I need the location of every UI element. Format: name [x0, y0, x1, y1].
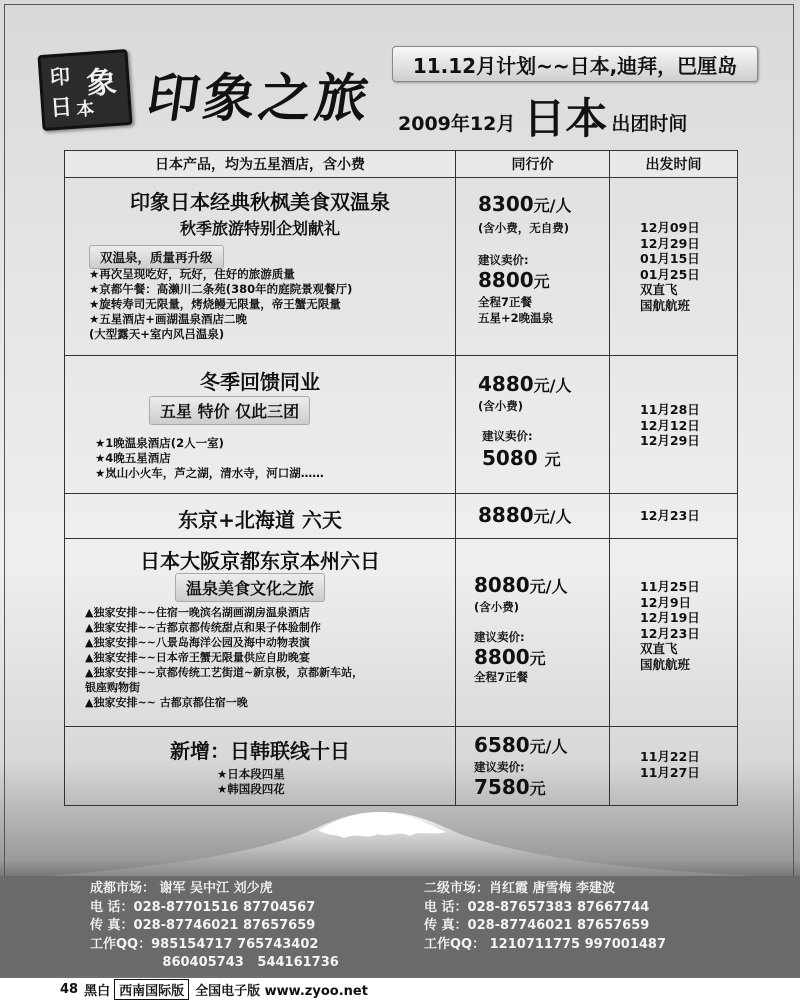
list-item: ★五星酒店+画湖温泉酒店二晚 [89, 312, 247, 326]
edition-label: 西南国际版 [114, 979, 189, 1000]
print-mode: 黑白 [84, 983, 111, 999]
list-item: ▲独家安排~~日本帝王蟹无限量供应自助晚宴 [85, 651, 310, 664]
date-item: 12月23日 [640, 508, 700, 523]
date-item: 11月22日 [640, 749, 700, 764]
brand-title: 印象之旅 [143, 68, 376, 129]
price-note: (含小费) [478, 399, 524, 413]
extra-info [474, 669, 528, 685]
contact-footer [0, 876, 800, 976]
contact-line: 电 话：028-87701516 87704567 [90, 899, 316, 915]
departure-country: 日本 [523, 94, 608, 143]
list-item: ▲独家安排~~八景岛海洋公园及海中动物表演 [85, 636, 310, 649]
list-item: ▲独家安排~~京都传统工艺街道~新京极，京都新车站， [85, 666, 364, 679]
product-highlights [89, 267, 352, 342]
date-item: 11月27日 [640, 764, 700, 780]
date-item: 国航航班 [640, 297, 691, 313]
suggest-label: 建议卖价: [474, 630, 525, 644]
product-subtitle: 秋季旅游特别企划献礼 [179, 219, 340, 238]
list-item: (大型露天+室内风吕温泉) [89, 327, 225, 341]
suggested-price: 5080 元 [482, 446, 561, 470]
suggested-price: 8800元 [478, 268, 550, 292]
list-item: ▲独家安排~~ 古都京都住宿一晚 [85, 696, 248, 709]
contact-line: 860405743 544161736 [90, 955, 339, 970]
chengdu-contacts [90, 880, 339, 973]
product-tag: 五星 特价 仅此三团 [149, 396, 310, 425]
trade-price: 8080元/人 [474, 573, 568, 597]
trade-price: 4880元/人 [478, 372, 572, 396]
departure-dates [640, 579, 700, 673]
trade-price: 6580元/人 [474, 733, 568, 757]
date-item: 12月23日 [640, 625, 700, 641]
header-departure: 出发时间 [645, 157, 702, 173]
suggested-price: 8800元 [474, 645, 546, 669]
date-item: 11月25日 [640, 579, 700, 594]
list-item: ★旋转寿司无限量，烤烧鳗无限量，帝王蟹无限量 [89, 297, 341, 311]
website-link[interactable]: 全国电子版 www.zyoo.net [195, 983, 368, 999]
suggest-label: 建议卖价: [474, 760, 525, 774]
date-item: 01月25日 [640, 266, 700, 282]
list-item: ★再次呈现吃好，玩好，住好的旅游质量 [89, 267, 295, 281]
product-title: 新增：日韩联线十日 [170, 739, 350, 763]
trade-price: 8880元/人 [478, 503, 572, 527]
list-item: 五星+2晚温泉 [478, 311, 554, 325]
extra-info [478, 294, 553, 326]
departure-dates [640, 508, 700, 524]
price-note: (含小费，无自费) [478, 221, 570, 235]
price-note: (含小费) [474, 600, 520, 614]
contact-line: 传 真：028-87746021 87657659 [90, 918, 316, 933]
product-title: 印象日本经典秋枫美食双温泉 [130, 190, 390, 214]
contact-line: 工作QQ： 1210711775 997001487 [424, 936, 667, 952]
seal-char: 象 [85, 64, 118, 102]
seal-char: 日 [49, 93, 74, 122]
date-item: 双直飞 [640, 282, 678, 298]
list-item: ▲独家安排~~住宿一晚滨名湖画湖房温泉酒店 [85, 606, 310, 619]
departure-dates [640, 749, 700, 780]
list-item: ★4晚五星酒店 [95, 451, 171, 465]
contact-line: 工作QQ：985154717 765743402 [90, 936, 319, 952]
suggest-label: 建议卖价: [478, 253, 529, 267]
product-tag: 双温泉，质量再升级 [89, 245, 224, 269]
date-item: 12月29日 [640, 235, 700, 251]
secondary-market-contacts [424, 880, 666, 954]
table-header [65, 151, 737, 178]
departure-dates [640, 402, 700, 449]
product-highlights [217, 767, 285, 797]
brand-seal-logo [37, 49, 132, 131]
list-item: 银座购物街 [85, 681, 140, 694]
product-highlights [85, 605, 363, 710]
table-row [65, 727, 737, 805]
header-price: 同行价 [456, 151, 610, 177]
page-footer-bar [0, 978, 800, 1000]
date-item: 01月15日 [640, 251, 700, 267]
departure-heading [398, 88, 688, 143]
list-item: ▲独家安排~~古都京都传统甜点和果子体验制作 [85, 621, 321, 634]
plan-banner: 11.12月计划~~日本,迪拜，巴厘岛 [392, 46, 758, 82]
departure-year-month: 2009年12月 [398, 113, 516, 135]
suggested-price: 7580元 [474, 775, 546, 799]
list-item: ★京都午餐：高濑川二条苑(380年的庭院景观餐厅) [89, 282, 353, 296]
table-row [65, 356, 737, 494]
contact-line: 传 真：028-87746021 87657659 [424, 918, 650, 933]
trade-price: 8300元/人 [478, 192, 572, 216]
product-title: 日本大阪京都东京本州六日 [140, 549, 380, 573]
date-item: 11月28日 [640, 402, 700, 417]
list-item: ★韩国段四花 [217, 782, 285, 796]
date-item: 12月12日 [640, 417, 700, 433]
date-item: 双直飞 [640, 641, 678, 657]
seal-char: 本 [75, 98, 96, 121]
table-row [65, 178, 737, 356]
date-item: 12月29日 [640, 433, 700, 449]
table-row [65, 494, 737, 539]
table-row [65, 539, 737, 727]
list-item: 全程7正餐 [474, 670, 529, 684]
date-item: 12月9日 [640, 594, 692, 610]
suggest-label: 建议卖价: [482, 429, 533, 443]
contact-line: 成都市场： 谢军 吴中江 刘少虎 [90, 881, 273, 896]
date-item: 12月19日 [640, 610, 700, 626]
contact-line: 二级市场：肖红霞 唐雪梅 李建波 [424, 881, 616, 896]
header-product: 日本产品，均为五星酒店，含小费 [65, 151, 456, 177]
list-item: ★1晚温泉酒店(2人一室) [95, 436, 224, 450]
departure-suffix: 出团时间 [611, 113, 688, 135]
contact-line: 电 话：028-87657383 87667744 [424, 899, 650, 915]
seal-char: 印 [49, 64, 71, 90]
list-item: ★岚山小火车，芦之湖，清水寺，河口湖…… [95, 466, 324, 480]
product-tag: 温泉美食文化之旅 [175, 573, 325, 602]
list-item: 全程7正餐 [478, 295, 533, 309]
page-number: 48 [60, 981, 79, 997]
date-item: 国航航班 [640, 656, 691, 672]
list-item: ★日本段四星 [217, 767, 285, 781]
tour-product-table [64, 150, 738, 806]
product-title: 东京+北海道 六天 [178, 508, 342, 532]
departure-dates [640, 220, 700, 314]
product-title: 冬季回馈同业 [200, 370, 320, 394]
product-highlights [95, 436, 324, 481]
date-item: 12月09日 [640, 220, 700, 235]
